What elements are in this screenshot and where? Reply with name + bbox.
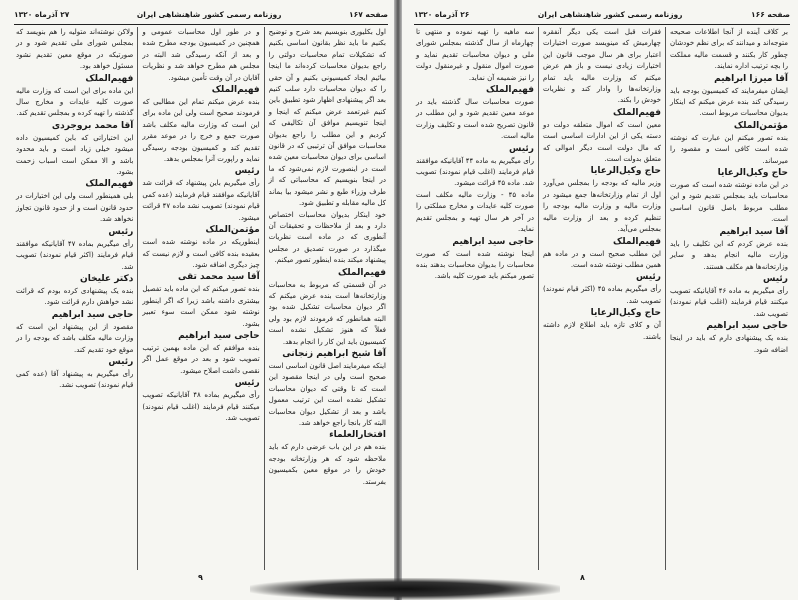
text-column xyxy=(12,27,138,570)
speaker-heading: آقا سید ابراهیم xyxy=(719,226,788,237)
page-number-label: صفحه ۱۶۶ xyxy=(751,9,790,19)
speaker-heading: فهیم‌الملک xyxy=(486,85,534,96)
paragraph: ولاکن نوشته‌اند متولیه را هم بنویسد که بمجلس شورای ملی تقدیم شود و در صورتیکه در موقع معین تقدیم نشود مسئول خواهد بود. xyxy=(16,28,134,71)
text-column xyxy=(138,27,264,570)
footer-mark: ۹ xyxy=(198,573,203,582)
speaker-heading: آقا میرزا ابراهیم xyxy=(714,73,788,84)
paragraph: و در طور اول محاسبات عمومی و همچنین در کمیسیون بودجه مطرح شده و بعد از آنکه رسیدگی شد البته در مجلس هم مطرح خواهد شد و نظریات آقایان در آن وقت تأمین میشود. xyxy=(142,28,260,82)
speaker-heading: مؤتمن‌الملک xyxy=(733,120,788,131)
scan-shadow xyxy=(250,578,560,600)
speaker-heading: آقا شیخ ابراهیم زنجانی xyxy=(282,348,386,359)
paragraph: ایشان میفرمایند که کمیسیون بودجه باید رسیدگی کند بنده عرض میکنم که اینکار بدیوان محاسبات مربوط است. xyxy=(670,86,788,118)
paragraph: بنده موافقم که این ماده بهمین ترتیب تصویب شود و بعد در موقع عمل اگر نقصی داشت اصلاح میشود. xyxy=(142,343,260,375)
speaker-heading: رئیس xyxy=(509,143,534,154)
paragraph: مقصود از این پیشنهاد این است که وزارت مالیه مکلف باشد که بودجه را در موقع خود تقدیم کند. xyxy=(16,322,134,354)
paragraph: بلی همینطور است ولی این اختیارات در حدود قانون است و از حدود قانون تجاوز نخواهد شد. xyxy=(16,192,134,224)
paragraph: صورت محاسبات سال گذشته باید در موعد معین تقدیم شود و این مطلب در قانون تصریح شده است و تکلیف وزارت مالیه است. xyxy=(416,98,534,141)
paragraph: بنده یک پیشنهادی دارم که باید در اینجا اضافه شود. xyxy=(670,334,788,354)
issue-date: ۲۶ آذرماه ۱۳۲۰ xyxy=(414,9,470,19)
paragraph: ماده ۴۵ - وزارت مالیه مکلف است صورت کلیه عایدات و مخارج مملکتی را در آخر هر سال تهیه و بمجلس تقدیم نماید. xyxy=(416,190,534,234)
speaker-heading: رئیس xyxy=(636,272,661,283)
speaker-heading: فهیم‌الملک xyxy=(338,267,386,278)
paragraph: بنده تصور میکنم این عبارت که نوشته شده است کافی است و مقصود را میرساند. xyxy=(670,133,788,165)
paragraph: اول بکلیوری بنویسیم بعد شرح و توضیح بکنیم ما باید نظر بقانون اساسی بکنیم که تشکیلات تمام محاسبات دولتی را راجع بدیوان محاسبات کرده‌اند ما اینجا بیائیم ایجاد کمیسیونی بکنیم و آن حقی را که دیوان محاسبات دارد سلب کنیم بعد اگر پیشنهادی اظهار شود تطبیق باین کنیم غیرتعمد عرض میکنم که اینجا و اینجا تنویسیم موافق آن تکالیفی که کردیم و این مطلب را راجع بدیوان محاسبات موافق آن ترتیبی که در قانون اساسی برای دیوان محاسبات معین شده است در اینصورت لازم نمی‌شود که ما در اینجا بنویسیم که محاسباتی که از طرف وزراء طبع و نشر میشود بیا بماند کل مالیه مقابله و تطبیق شود. xyxy=(268,28,386,208)
right-page xyxy=(400,0,798,600)
page-header xyxy=(414,7,790,25)
paragraph: اینکه میفرمایند اصل قانون اساسی است صحیح است ولی در اینجا مقصود این است که تا وقتی که دیوان محاسبات تشکیل نشده است این ترتیب معمول باشد و بعد از تشکیل دیوان محاسبات البته کار بانجا راجع خواهد شد. xyxy=(268,361,386,427)
paragraph: بنده هم در این باب عرضی دارم که باید ملاحظه شود که هر وزارتخانه بودجه خودش را در موقع معین بکمیسیون بفرستد. xyxy=(268,443,386,486)
speaker-heading: حاجی سید ابراهیم xyxy=(452,236,534,247)
paragraph: خود اینکار بدیوان محاسبات اختصاص دارد و بعد از ملاحظات و تحقیقات آن آنطوری که در ماده است نظریات میگذارد در صورت تصدیق در مجلس پیشنهاد میکند بنده اینطور تصور میکنم. xyxy=(268,210,386,265)
speaker-heading: رئیس xyxy=(108,356,134,367)
text-column xyxy=(265,27,390,570)
paragraph: رأی میگیریم بماده ۴۸ آقایانیکه تصویب میکنند قیام فرمایند (اغلب قیام نمودند) تصویب شد. xyxy=(142,391,260,422)
paragraph: این مطلب صحیح است و در ماده هم همین مطلب نوشته شده است. xyxy=(543,249,661,269)
publication-title: روزنامه رسمی کشور شاهنشاهی ایران xyxy=(136,9,282,19)
speaker-heading: فهیم‌الملک xyxy=(85,179,134,190)
paragraph: رأی میگیریم باین پیشنهاد که قرائت شد آقایانیکه موافقند قیام فرمایند (عده کمی قیام نمودند) تصویب نشد ماده ۴۷ قرائت میشود. xyxy=(142,179,260,222)
paragraph: آن و کلای تازه باید اطلاع لازم داشته باشند. xyxy=(543,321,661,341)
speaker-heading: آقا سید محمد تقی xyxy=(177,272,260,283)
text-column xyxy=(666,27,792,570)
text-column xyxy=(539,27,666,570)
paragraph: بنده یک پیشنهادی کرده بودم که قرائت نشد خواهش دارم قرائت شود. xyxy=(16,286,134,307)
speaker-heading: حاج وکیل‌الرعایا xyxy=(590,166,661,177)
paragraph: رأی میگیریم به ماده ۴۶ آقایانیکه تصویب میکنند قیام فرمایند (اغلب قیام نمودند) تصویب شد. xyxy=(670,286,789,318)
paragraph: بنده تصور میکنم که این ماده باید تفصیل بیشتری داشته باشد زیرا که اگر اینطور نوشته شود ممکن است سوء تعبیر بشود. xyxy=(142,285,260,328)
paragraph: بر کلاف آینده از آنجا اطلاعات صحیحه متوجه‌اند و میدانند که برای نظم خودشان چطور کار بکنند و قسمت مالیه مملکت را بچه ترتیب اداره نمایند. xyxy=(670,28,788,71)
paragraph: بنده عرض میکنم تمام این مطالبی که فرمودند صحیح است ولی این ماده برای این است که وزارت مالیه مکلف باشد صورت جمع و خرج را در موعد مقرر تقدیم کند و کمیسیون بودجه رسیدگی نماید و راپورت آنرا بمجلس بدهد. xyxy=(142,98,260,164)
speaker-heading: فهیم‌الملک xyxy=(211,85,260,96)
paragraph: این اختیاراتی که باین کمیسیون داده میشود خیلی زیاد است و باید محدود باشد و الا ممکن است اسباب زحمت بشود. xyxy=(16,133,134,177)
paragraph: رأی میگیریم بماده ۴۷ آقایانیکه موافقند قیام فرمایند (اکثر قیام نمودند) تصویب شد. xyxy=(16,239,134,271)
speaker-heading: رئیس xyxy=(234,166,260,177)
speaker-heading: دکتر علیخان xyxy=(80,273,134,284)
footer-mark: ۸ xyxy=(580,573,585,582)
paragraph: وزیر مالیه که بودجه را بمجلس می‌آورد اول از تمام وزارتخانه‌ها جمع میشود در وزارت مالیه و وزارت مالیه بودجه را تنظیم کرده و بعد از وزارت مالیه بمجلس می‌آید. xyxy=(543,179,661,234)
speaker-heading: حاج وکیل‌الرعایا xyxy=(717,168,788,179)
text-column xyxy=(412,27,539,570)
book-spine xyxy=(394,0,402,600)
speaker-heading: فهیم‌الملک xyxy=(613,107,661,118)
left-page xyxy=(0,0,396,600)
paragraph: در این ماده نوشته شده است که صورت محاسبات باید بمجلس تقدیم شود و این مطلب مربوط باصل قانون اساسی است. xyxy=(670,181,788,224)
paragraph: رأی میگیریم به ماده ۴۴ آقایانیکه موافقند قیام فرمایند (اغلب قیام نمودند) تصویب شد. ماده ۴۵ قرائت میشود. xyxy=(416,156,534,188)
issue-date: ۲۷ آذرماه ۱۳۲۰ xyxy=(14,9,70,19)
speaker-heading: افتخارالعلماء xyxy=(329,430,386,441)
paragraph: بنده عرض کردم که این تکلیف را باید وزارت مالیه انجام بدهد و سایر وزارتخانه‌ها هم مکلف هستند. xyxy=(670,239,788,271)
speaker-heading: رئیس xyxy=(763,273,788,284)
paragraph: اینجا نوشته شده است که صورت محاسبات را بدیوان محاسبات بدهند بنده تصور میکنم باید صورت کلیه باشد. xyxy=(416,249,534,281)
speaker-heading: حاج وکیل‌الرعایا xyxy=(590,308,661,319)
speaker-heading: رئیس xyxy=(108,226,134,237)
paragraph: رأی میگیریم به پیشنهاد آقا (عده کمی قیام نمودند) تصویب نشد. xyxy=(16,369,134,390)
text-columns xyxy=(12,27,390,570)
paragraph: فقرات قبل است یکی دیگر آنفقره چهارمیش که مینویسد صورت اختیارات اعتبار برای هر سال موجب قانون این اختیارات زیادی نیست و باز هم عرض میکنم که وزارت مالیه باید تمام وزارتخانه‌ها را وادار کند و نظریات خودش را بکند. xyxy=(543,28,661,105)
speaker-heading: آقا محمد بروجردی xyxy=(51,120,134,131)
paragraph: این ماده برای این است که وزارت مالیه صورت کلیه عایدات و مخارج سال گذشته را تهیه کرده و بمجلس تقدیم کند. xyxy=(16,86,134,118)
paragraph: در آن قسمتی که مربوط به محاسبات وزارتخانه‌ها است بنده عرض میکنم که اگر دیوان محاسبات تشکیل شده بود البته همانطور که فرمودند لازم بود ولی فعلاً که هنوز تشکیل نشده است کمیسیون باید این کار را انجام بدهد. xyxy=(268,280,386,346)
speaker-heading: فهیم‌الملک xyxy=(613,236,661,247)
speaker-heading: رئیس xyxy=(234,378,260,389)
text-columns xyxy=(412,27,792,570)
paragraph: معین است که اموال متعلقه دولت دو دسته یکی از این ادارات اساسی است که مال دولت است دیگر اموالی که متعلق بدولت است. xyxy=(543,120,661,164)
speaker-heading: فهیم‌الملک xyxy=(85,73,134,84)
speaker-heading: حاجی سید ابراهیم xyxy=(178,330,260,341)
page-number-label: صفحه ۱۶۷ xyxy=(349,9,388,19)
paragraph: رأی میگیریم بماده ۴۵ (اکثر قیام نمودند) تصویب شد. xyxy=(543,285,661,305)
page-header xyxy=(14,7,388,25)
publication-title: روزنامه رسمی کشور شاهنشاهی ایران xyxy=(537,9,683,19)
paragraph: اینطوریکه در ماده نوشته شده است بعقیده بنده کافی است و لازم نیست که چیز دیگری اضافه شود. xyxy=(142,238,260,269)
speaker-heading: حاجی سید ابراهیم xyxy=(51,309,134,320)
speaker-heading: مؤتمن‌الملک xyxy=(205,225,260,236)
speaker-heading: حاجی سید ابراهیم xyxy=(706,321,788,332)
paragraph: سه ماهیه را تهیه نموده و منتهی تا چهارماه از سال گذشته بمجلس شورای ملی و دیوان محاسبات تقدیم نماید و صورت اموال منقول و غیرمنقول دولت را نیز ضمیمه آن نماید. xyxy=(416,28,534,82)
